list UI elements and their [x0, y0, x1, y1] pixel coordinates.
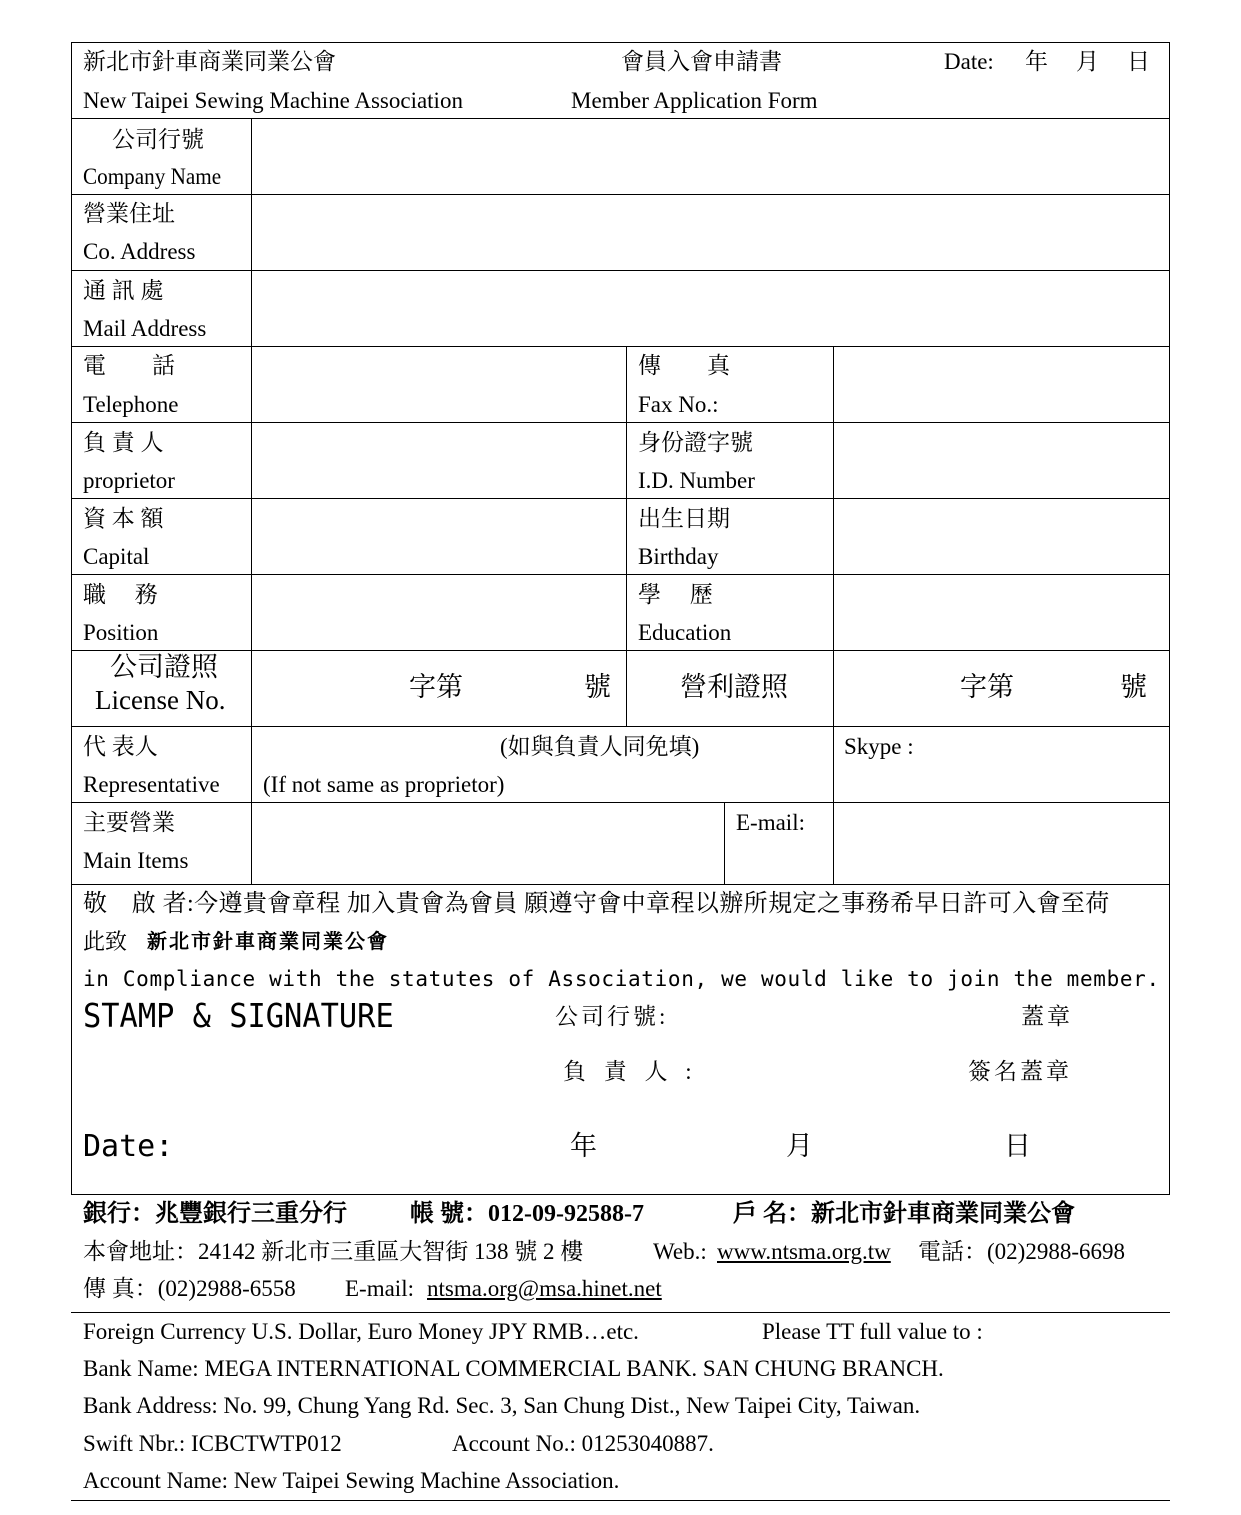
email-field[interactable]	[835, 804, 1168, 883]
telephone-label-en: Telephone	[83, 392, 179, 417]
position-label-en: Position	[83, 620, 159, 645]
tt-instruction: Please TT full value to :	[762, 1319, 983, 1344]
mail-address-field[interactable]	[253, 272, 1168, 345]
license-label-zh: 公司證照	[110, 652, 218, 682]
education-label-en: Education	[638, 620, 732, 645]
id-number-label-en: I.D. Number	[638, 468, 755, 493]
association-phone: 電話：(02)2988-6698	[918, 1239, 1125, 1264]
co-address-field[interactable]	[253, 196, 1168, 269]
header-date-year: 年	[1025, 49, 1048, 74]
stamp-signature-heading: STAMP & SIGNATURE	[83, 996, 394, 1035]
proprietor-sign-text: 簽名蓋章	[968, 1059, 1072, 1084]
birthday-label-en: Birthday	[638, 544, 719, 569]
representative-note-zh: (如與負責人同免填)	[500, 734, 700, 759]
email-link[interactable]: ntsma.org@msa.hinet.net	[427, 1276, 662, 1301]
license-zi-di: 字第	[409, 672, 463, 702]
representative-note-en: (If not same as proprietor)	[263, 772, 505, 797]
skype-field[interactable]	[835, 760, 1168, 801]
account-name-en: Account Name: New Taipei Sewing Machine Association.	[83, 1468, 620, 1493]
local-bank-account: 帳 號：012-09-92588-7	[410, 1201, 644, 1227]
email-contact-label: E-mail:	[345, 1276, 414, 1301]
declaration-line3: in Compliance with the statutes of Association, we would like to join the member.	[83, 967, 1160, 991]
business-license-label: 營利證照	[680, 672, 788, 702]
header-date-day: 日	[1127, 49, 1150, 74]
email-label: E-mail:	[736, 810, 805, 835]
mail-address-label-en: Mail Address	[83, 316, 207, 341]
company-stamp-text: 蓋章	[1021, 1004, 1073, 1029]
position-label-zh: 職 務	[83, 582, 158, 607]
business-license-hao: 號	[1120, 672, 1147, 702]
foreign-currency: Foreign Currency U.S. Dollar, Euro Money JPY RMB…etc.	[83, 1319, 639, 1344]
proprietor-label-zh: 負 責 人	[83, 430, 164, 455]
capital-label-en: Capital	[83, 544, 150, 569]
proprietor-label-en: proprietor	[83, 468, 175, 493]
company-name-label-zh: 公司行號	[112, 127, 204, 152]
position-field[interactable]	[253, 576, 625, 649]
main-items-label-en: Main Items	[83, 848, 189, 873]
declaration-line1: 敬 啟 者:今遵貴會章程 加入貴會為會員 願遵守會中章程以辦所規定之事務希早日許可入會至荷	[83, 891, 1110, 917]
co-address-label-zh: 營業住址	[83, 201, 175, 226]
association-name-zh: 新北市針車商業同業公會	[83, 49, 336, 74]
declaration-date-label: Date:	[83, 1129, 174, 1164]
proprietor-sign-label: 負 責 人 :	[563, 1059, 698, 1084]
declaration-date-day: 日	[1004, 1131, 1031, 1161]
form-title-zh: 會員入會申請書	[621, 49, 782, 74]
representative-label-en: Representative	[83, 772, 220, 797]
education-field[interactable]	[835, 576, 1168, 649]
company-name-label-en: Company Name	[83, 164, 222, 189]
capital-field[interactable]	[253, 500, 625, 573]
declaration-date-year: 年	[570, 1131, 597, 1161]
form-title-en: Member Application Form	[571, 88, 818, 113]
association-name-en: New Taipei Sewing Machine Association	[83, 88, 463, 113]
capital-label-zh: 資 本 額	[83, 506, 164, 531]
account-number: Account No.: 01253040887.	[452, 1431, 714, 1456]
declaration-line2-org: 新北市針車商業同業公會	[147, 931, 389, 953]
company-name-field[interactable]	[253, 120, 1168, 193]
local-bank-account-name: 戶 名：新北市針車商業同業公會	[733, 1201, 1075, 1227]
swift-number: Swift Nbr.: ICBCTWTP012	[83, 1431, 342, 1456]
bank-address-en: Bank Address: No. 99, Chung Yang Rd. Sec. 3, San Chung Dist., New Taipei City, Taiwan.	[83, 1393, 921, 1418]
bank-name-en: Bank Name: MEGA INTERNATIONAL COMMERCIAL BANK. SAN CHUNG BRANCH.	[83, 1356, 944, 1381]
web-label: Web.:	[653, 1239, 707, 1264]
fax-label-en: Fax No.:	[638, 392, 719, 417]
telephone-label-zh: 電 話	[83, 353, 175, 378]
header-date-month: 月	[1076, 49, 1099, 74]
header-date-label: Date:	[944, 49, 994, 74]
main-items-label-zh: 主要營業	[83, 810, 175, 835]
association-address: 本會地址：24142 新北市三重區大智街 138 號 2 樓	[83, 1239, 584, 1264]
license-label-en: License No.	[95, 685, 226, 715]
birthday-label-zh: 出生日期	[638, 506, 730, 531]
fax-field[interactable]	[835, 348, 1168, 421]
representative-label-zh: 代 表人	[83, 734, 158, 759]
web-link[interactable]: www.ntsma.org.tw	[717, 1239, 891, 1264]
telephone-field[interactable]	[253, 348, 625, 421]
declaration-date-month: 月	[786, 1131, 813, 1161]
mail-address-label-zh: 通 訊 處	[83, 278, 164, 303]
business-license-zi-di: 字第	[960, 672, 1014, 702]
local-bank-name: 銀行：兆豐銀行三重分行	[83, 1201, 347, 1227]
fax-label-zh: 傳 真	[638, 353, 730, 378]
co-address-label-en: Co. Address	[83, 239, 196, 264]
association-fax: 傳 真：(02)2988-6558	[83, 1276, 296, 1301]
education-label-zh: 學 歷	[638, 582, 713, 607]
skype-label: Skype :	[844, 734, 914, 759]
id-number-field[interactable]	[835, 424, 1168, 497]
license-hao: 號	[584, 672, 611, 702]
declaration-line2-prefix: 此致	[83, 929, 128, 954]
main-items-field[interactable]	[253, 804, 723, 883]
id-number-label-zh: 身份證字號	[638, 430, 753, 455]
proprietor-field[interactable]	[253, 424, 625, 497]
birthday-field[interactable]	[835, 500, 1168, 573]
company-stamp-label: 公司行號:	[555, 1004, 669, 1029]
